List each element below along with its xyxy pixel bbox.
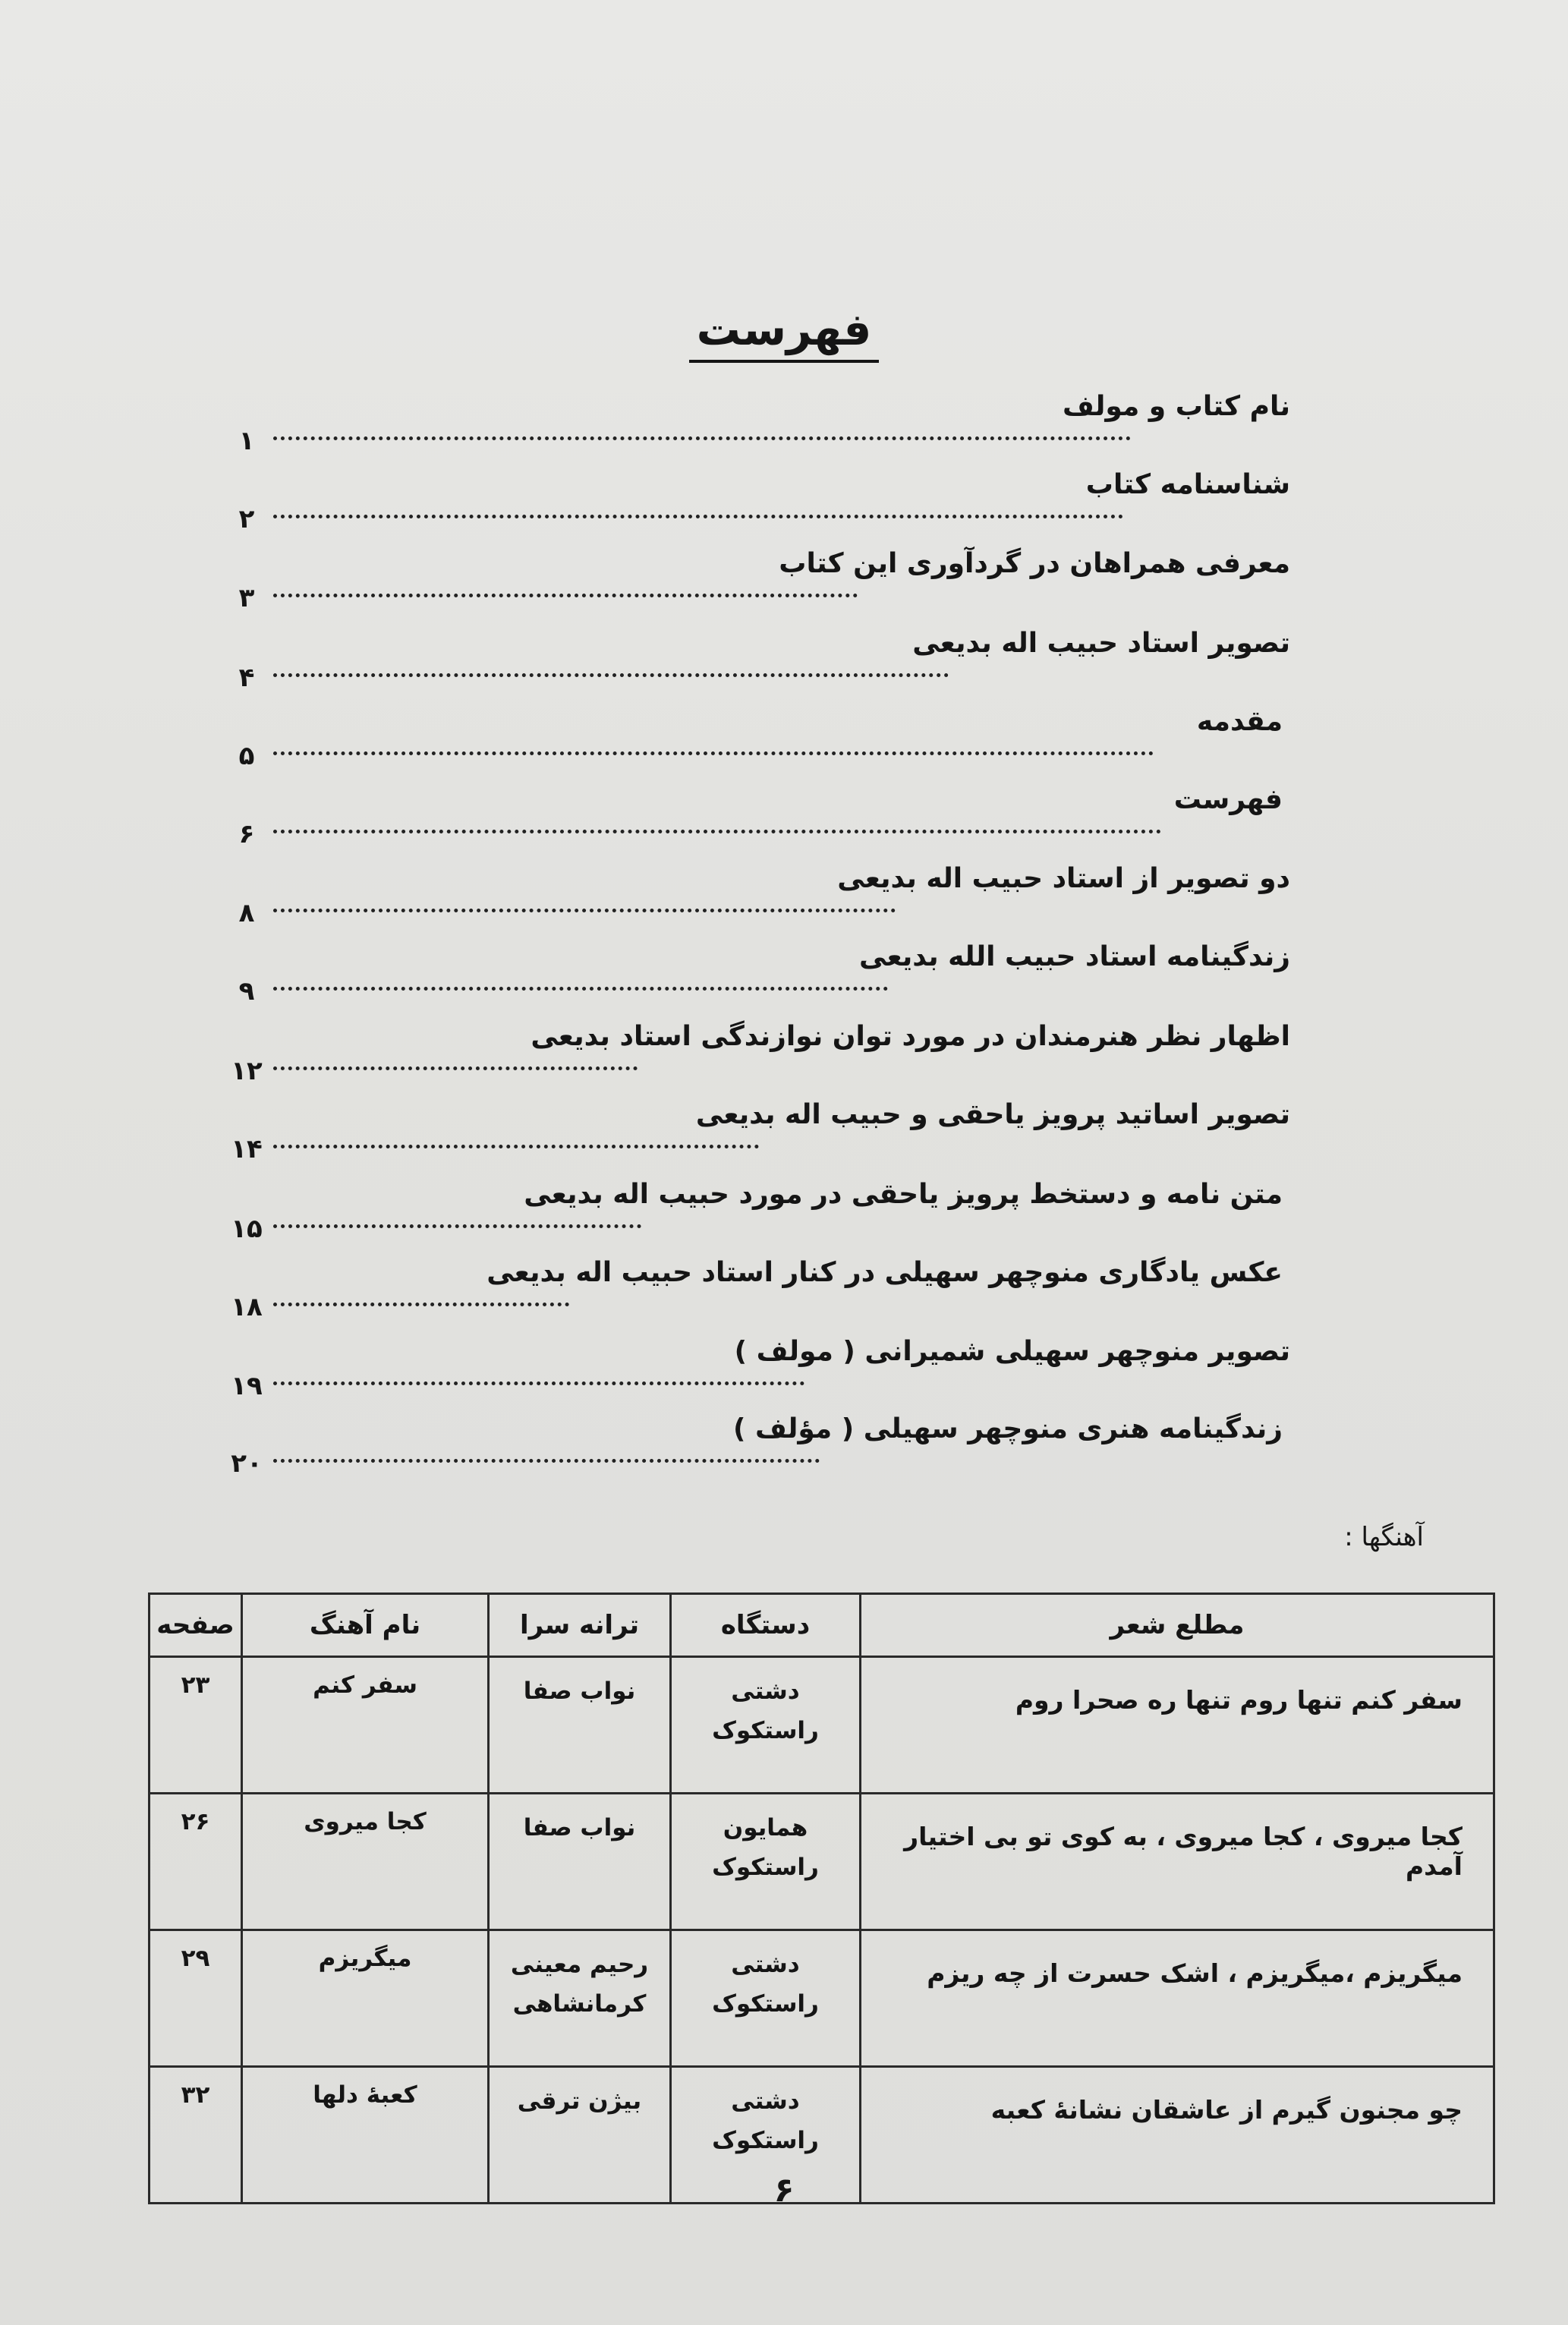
lyricist-name: نواب صفا	[523, 1814, 636, 1841]
dastgah-tuning: راستکوک	[712, 1854, 819, 1881]
header-dastgah: دستگاه	[671, 1594, 861, 1657]
cell-verse: چو مجنون گیرم از عاشقان نشانهٔ کعبه	[861, 2067, 1494, 2204]
toc-entry-page: ۱۴	[231, 1134, 263, 1164]
toc-entry-label: نام کتاب و مولف	[1063, 391, 1290, 422]
toc-entry-label: تصویر استاد حبیب اله بدیعی	[912, 628, 1290, 659]
dastgah-tuning: راستکوک	[712, 1717, 819, 1744]
toc-entry-page: ۳	[238, 583, 255, 613]
cell-dastgah	[671, 1930, 861, 2067]
cell-verse: کجا میروی ، کجا میروی ، به کوی تو بی اختیار آمدم	[861, 1794, 1494, 1930]
cell-page: ۳۲	[150, 2067, 242, 2204]
toc-entry-page: ۲۰	[231, 1448, 263, 1479]
dastgah-name: دشتی	[731, 1951, 800, 1978]
cell-verse: میگریزم ،میگریزم ، اشک حسرت از چه ریزم	[861, 1930, 1494, 2067]
toc-entry-label: تصویر اساتید پرویز یاحقی و حبیب اله بدیعی	[695, 1099, 1290, 1130]
toc-entry	[228, 1099, 1290, 1175]
toc-entry-page: ۶	[238, 819, 255, 849]
table-header-row	[150, 1594, 1494, 1657]
cell-song: کعبهٔ دلها	[242, 2067, 489, 2204]
page-title: فهرست	[0, 304, 1568, 355]
table-row	[150, 1930, 1494, 2067]
table-row	[150, 1794, 1494, 1930]
toc-entry	[228, 941, 1290, 1017]
cell-lyricist	[489, 1657, 671, 1794]
cell-dastgah	[671, 1657, 861, 1794]
header-page: صفحه	[150, 1594, 242, 1657]
toc-entry	[228, 784, 1290, 860]
toc-entry	[228, 1179, 1290, 1255]
dastgah-tuning: راستکوک	[712, 1990, 819, 2018]
dot-leader	[273, 1459, 820, 1463]
cell-song: میگریزم	[242, 1930, 489, 2067]
toc-entry-label: مقدمه	[1196, 706, 1283, 737]
cell-lyricist	[489, 1794, 671, 1930]
toc-entry	[228, 548, 1290, 624]
header-song: نام آهنگ	[242, 1594, 489, 1657]
header-verse: مطلع شعر	[861, 1594, 1494, 1657]
toc-entry-label: دو تصویر از استاد حبیب اله بدیعی	[837, 863, 1290, 894]
lyricist-name-2: کرمانشاهی	[512, 1990, 647, 2018]
page-number: ۶	[773, 2171, 795, 2210]
dot-leader	[273, 909, 896, 912]
cell-song: کجا میروی	[242, 1794, 489, 1930]
dot-leader	[273, 1066, 638, 1070]
cell-page: ۲۶	[150, 1794, 242, 1930]
toc-entry	[228, 706, 1290, 782]
dot-leader	[273, 1303, 569, 1306]
dot-leader	[273, 987, 888, 991]
toc-entry	[228, 1021, 1290, 1097]
dastgah-name: همایون	[723, 1814, 808, 1841]
toc-entry	[228, 391, 1290, 467]
cell-dastgah	[671, 1794, 861, 1930]
cell-song: سفر کنم	[242, 1657, 489, 1794]
cell-verse: سفر کنم تنها روم تنها ره صحرا روم	[861, 1657, 1494, 1794]
lyricist-name: بیژن ترقی	[517, 2087, 642, 2115]
tunes-heading: آهنگها :	[1344, 1522, 1424, 1552]
dot-leader	[273, 436, 1131, 440]
toc-entry	[228, 863, 1290, 939]
toc-entry-label: زندگینامه استاد حبیب الله بدیعی	[859, 941, 1290, 972]
toc-entry-label: عکس یادگاری منوچهر سهیلی در کنار استاد حبیب اله بدیعی	[486, 1257, 1283, 1288]
toc-entry-page: ۲	[238, 504, 255, 534]
cell-page: ۲۳	[150, 1657, 242, 1794]
toc-entry-page: ۱	[238, 426, 255, 456]
songs-table	[148, 1593, 1495, 2204]
toc-entry	[228, 628, 1290, 704]
toc-entry-label: متن نامه و دستخط پرویز یاحقی در مورد حبیب اله بدیعی	[524, 1179, 1283, 1210]
toc-entry-page: ۸	[238, 898, 255, 928]
toc-entry-page: ۴	[238, 663, 255, 693]
toc-entry-page: ۱۸	[231, 1292, 263, 1322]
toc-entry-page: ۱۹	[231, 1371, 263, 1401]
toc-entry	[228, 469, 1290, 545]
dastgah-tuning: راستکوک	[712, 2127, 819, 2154]
toc-entry-page: ۱۵	[231, 1214, 263, 1244]
cell-page: ۲۹	[150, 1930, 242, 2067]
dastgah-name: دشتی	[731, 2087, 800, 2115]
toc-entry-label: معرفی همراهان در گردآوری این کتاب	[779, 548, 1290, 579]
table-row	[150, 1657, 1494, 1794]
dot-leader	[273, 830, 1161, 833]
cell-lyricist	[489, 1930, 671, 2067]
toc-entry	[228, 1413, 1290, 1489]
dastgah-name: دشتی	[731, 1678, 800, 1705]
dot-leader	[273, 1381, 804, 1385]
lyricist-name: رحیم معینی	[510, 1951, 649, 1978]
toc-entry-label: فهرست	[1173, 784, 1283, 815]
dot-leader	[273, 1224, 641, 1228]
header-lyricist: ترانه سرا	[489, 1594, 671, 1657]
toc-entry-page: ۵	[238, 741, 255, 771]
toc-entry	[228, 1336, 1290, 1412]
toc-entry-label: زندگینامه هنری منوچهر سهیلی ( مؤلف )	[732, 1413, 1283, 1444]
toc-entry-label: اظهار نظر هنرمندان در مورد توان نوازندگی استاد بدیعی	[531, 1021, 1290, 1052]
dot-leader	[273, 515, 1123, 518]
dot-leader	[273, 1145, 759, 1148]
dot-leader	[273, 673, 949, 677]
toc-entry-page: ۱۲	[231, 1056, 263, 1086]
toc-entry-label: شناسنامه کتاب	[1085, 469, 1290, 500]
dot-leader	[273, 751, 1154, 755]
lyricist-name: نواب صفا	[523, 1678, 636, 1705]
toc-entry	[228, 1257, 1290, 1333]
dot-leader	[273, 594, 858, 597]
toc-entry-label: تصویر منوچهر سهیلی شمیرانی ( مولف )	[734, 1336, 1290, 1367]
toc-entry-page: ۹	[238, 976, 255, 1007]
